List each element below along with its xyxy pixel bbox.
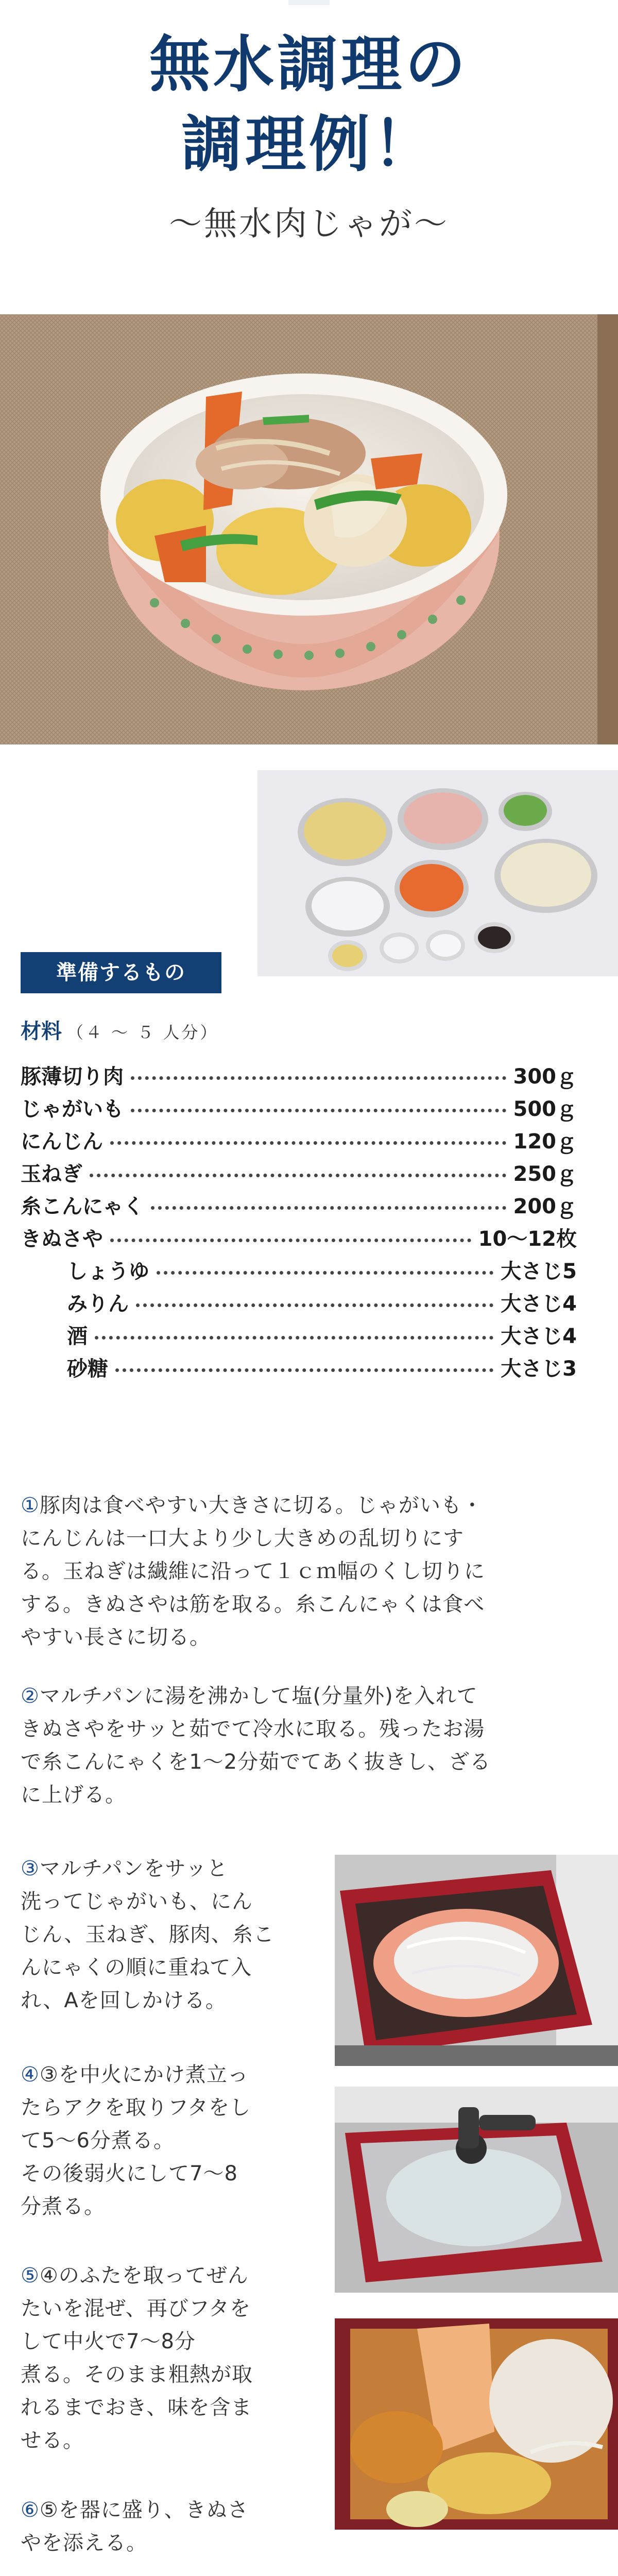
header-tab-decoration	[288, 0, 330, 5]
ingredient-name: 酒	[67, 1324, 88, 1348]
step-line: れるまでおき、味を含ま	[21, 2396, 252, 2419]
step-text-line	[21, 1852, 314, 1885]
ingredient-row	[21, 1124, 577, 1156]
step-line: れ、Aを回しかける。	[21, 1989, 227, 2012]
materials-heading-text: 材料	[21, 1020, 62, 1043]
step-line: その後弱火にして7〜8	[21, 2162, 238, 2185]
ingredient-name: きぬさや	[21, 1227, 103, 1251]
step-line: する。きぬさやは筋を取る。糸こんにゃくは食べ	[21, 1592, 485, 1616]
ingredient-row	[21, 1091, 577, 1123]
ingredient-amount: 200ｇ	[513, 1194, 577, 1218]
step-line: マルチパンに湯を沸かして塩(分量外)を入れて	[39, 1684, 478, 1708]
step-3-photo	[335, 1855, 618, 2066]
dot-leader	[131, 1076, 506, 1080]
ingredient-name: にんじん	[21, 1129, 103, 1154]
dot-leader	[136, 1303, 493, 1307]
step-line: せる。	[21, 2429, 84, 2452]
section-label-preparation: 準備するもの	[21, 952, 221, 993]
ingredient-name: 糸こんにゃく	[21, 1194, 144, 1218]
seasoning-row	[67, 1286, 577, 1318]
ingredient-amount: 500ｇ	[513, 1097, 577, 1121]
dot-leader	[115, 1368, 493, 1372]
step-line: ③を中火にかけ煮立っ	[39, 2063, 249, 2087]
materials-heading	[21, 1015, 219, 1044]
step-4-photo	[335, 2087, 618, 2293]
ingredient-row	[21, 1059, 577, 1091]
step-5-photo	[335, 2318, 618, 2530]
ingredient-row	[21, 1189, 577, 1221]
step-line: て5〜6分煮る。	[21, 2129, 175, 2153]
ingredient-amount: 300ｇ	[513, 1064, 577, 1089]
dot-leader	[157, 1271, 493, 1275]
step-4	[21, 2058, 314, 2223]
page-title-line-1: 無水調理の	[149, 29, 469, 100]
ingredient-name: みりん	[67, 1292, 129, 1316]
ingredient-name: じゃがいも	[21, 1097, 124, 1121]
step-line: んにゃくの順に重ねて入	[21, 1956, 252, 1979]
step-number: ⑤	[21, 2264, 40, 2287]
step-line: きぬさやをサッと茹でて冷水に取る。残ったお湯	[21, 1717, 485, 1741]
seasoning-row	[67, 1253, 577, 1285]
dot-leader	[110, 1141, 506, 1145]
step-number: ①	[21, 1494, 40, 1517]
dot-leader	[90, 1174, 506, 1177]
ingredient-name: しょうゆ	[67, 1259, 149, 1283]
step-number: ⑥	[21, 2498, 40, 2522]
ingredient-row	[21, 1221, 577, 1253]
ingredient-amount: 10〜12枚	[478, 1227, 577, 1251]
ingredient-amount: 大さじ5	[501, 1259, 577, 1283]
step-line: して中火で7〜8分	[21, 2330, 196, 2353]
ingredient-name: 豚薄切り肉	[21, 1064, 124, 1089]
step-line: ⑤を器に盛り、きぬさ	[39, 2498, 249, 2522]
page-title-line-2: 調理例！	[181, 109, 437, 180]
step-text-line	[21, 1680, 597, 1713]
step-line: ④のふたを取ってぜん	[39, 2264, 249, 2287]
step-text-line	[21, 1489, 597, 1522]
step-line: たいを混ぜ、再びフタを	[21, 2297, 251, 2320]
step-6	[21, 2494, 314, 2560]
ingredients-photo	[258, 770, 618, 976]
step-3	[21, 1852, 314, 2017]
step-line: 洗ってじゃがいも、にん	[21, 1890, 253, 1913]
step-line: やすい長さに切る。	[21, 1625, 211, 1649]
hero-dish-photo	[0, 314, 618, 744]
step-2	[21, 1680, 597, 1811]
ingredient-amount: 250ｇ	[513, 1162, 577, 1186]
step-line: やを添える。	[21, 2531, 147, 2555]
step-number: ③	[21, 1857, 40, 1880]
ingredient-name: 砂糖	[67, 1357, 108, 1381]
page-subtitle: 〜無水肉じゃが〜	[169, 205, 449, 243]
step-line: 分煮る。	[21, 2195, 105, 2218]
ingredient-row	[21, 1156, 577, 1188]
seasoning-row	[67, 1318, 577, 1350]
ingredient-amount: 120ｇ	[513, 1129, 577, 1154]
step-text-line	[21, 2058, 314, 2091]
seasoning-row	[67, 1351, 577, 1383]
step-1	[21, 1489, 597, 1654]
ingredient-amount: 大さじ4	[501, 1324, 577, 1348]
step-5	[21, 2259, 314, 2457]
servings-text: （４ 〜 ５ 人分）	[67, 1023, 219, 1042]
dot-leader	[95, 1336, 493, 1340]
step-text-line	[21, 2494, 314, 2527]
step-line: たらアクを取りフタをし	[21, 2096, 251, 2120]
step-line: マルチパンをサッと	[39, 1857, 228, 1880]
step-line: 煮る。そのまま粗熱が取	[21, 2363, 253, 2386]
step-line: に上げる。	[21, 1783, 126, 1807]
step-line: 豚肉は食べやすい大きさに切る。じゃがいも・	[39, 1494, 483, 1517]
dot-leader	[110, 1239, 471, 1242]
dot-leader	[151, 1206, 506, 1210]
dot-leader	[131, 1109, 506, 1112]
step-number: ④	[21, 2063, 40, 2087]
step-line: で糸こんにゃくを1〜2分茹でてあく抜きし、ざる	[21, 1750, 491, 1774]
step-line: じん、玉ねぎ、豚肉、糸こ	[21, 1923, 274, 1946]
ingredient-amount: 大さじ4	[501, 1292, 577, 1316]
ingredient-amount: 大さじ3	[501, 1357, 577, 1381]
ingredient-name: 玉ねぎ	[21, 1162, 82, 1186]
step-text-line	[21, 2259, 314, 2292]
step-line: にんじんは一口大より少し大きめの乱切りにす	[21, 1527, 464, 1550]
step-line: る。玉ねぎは繊維に沿って１ｃｍ幅のくし切りに	[21, 1560, 485, 1583]
step-number: ②	[21, 1684, 40, 1708]
